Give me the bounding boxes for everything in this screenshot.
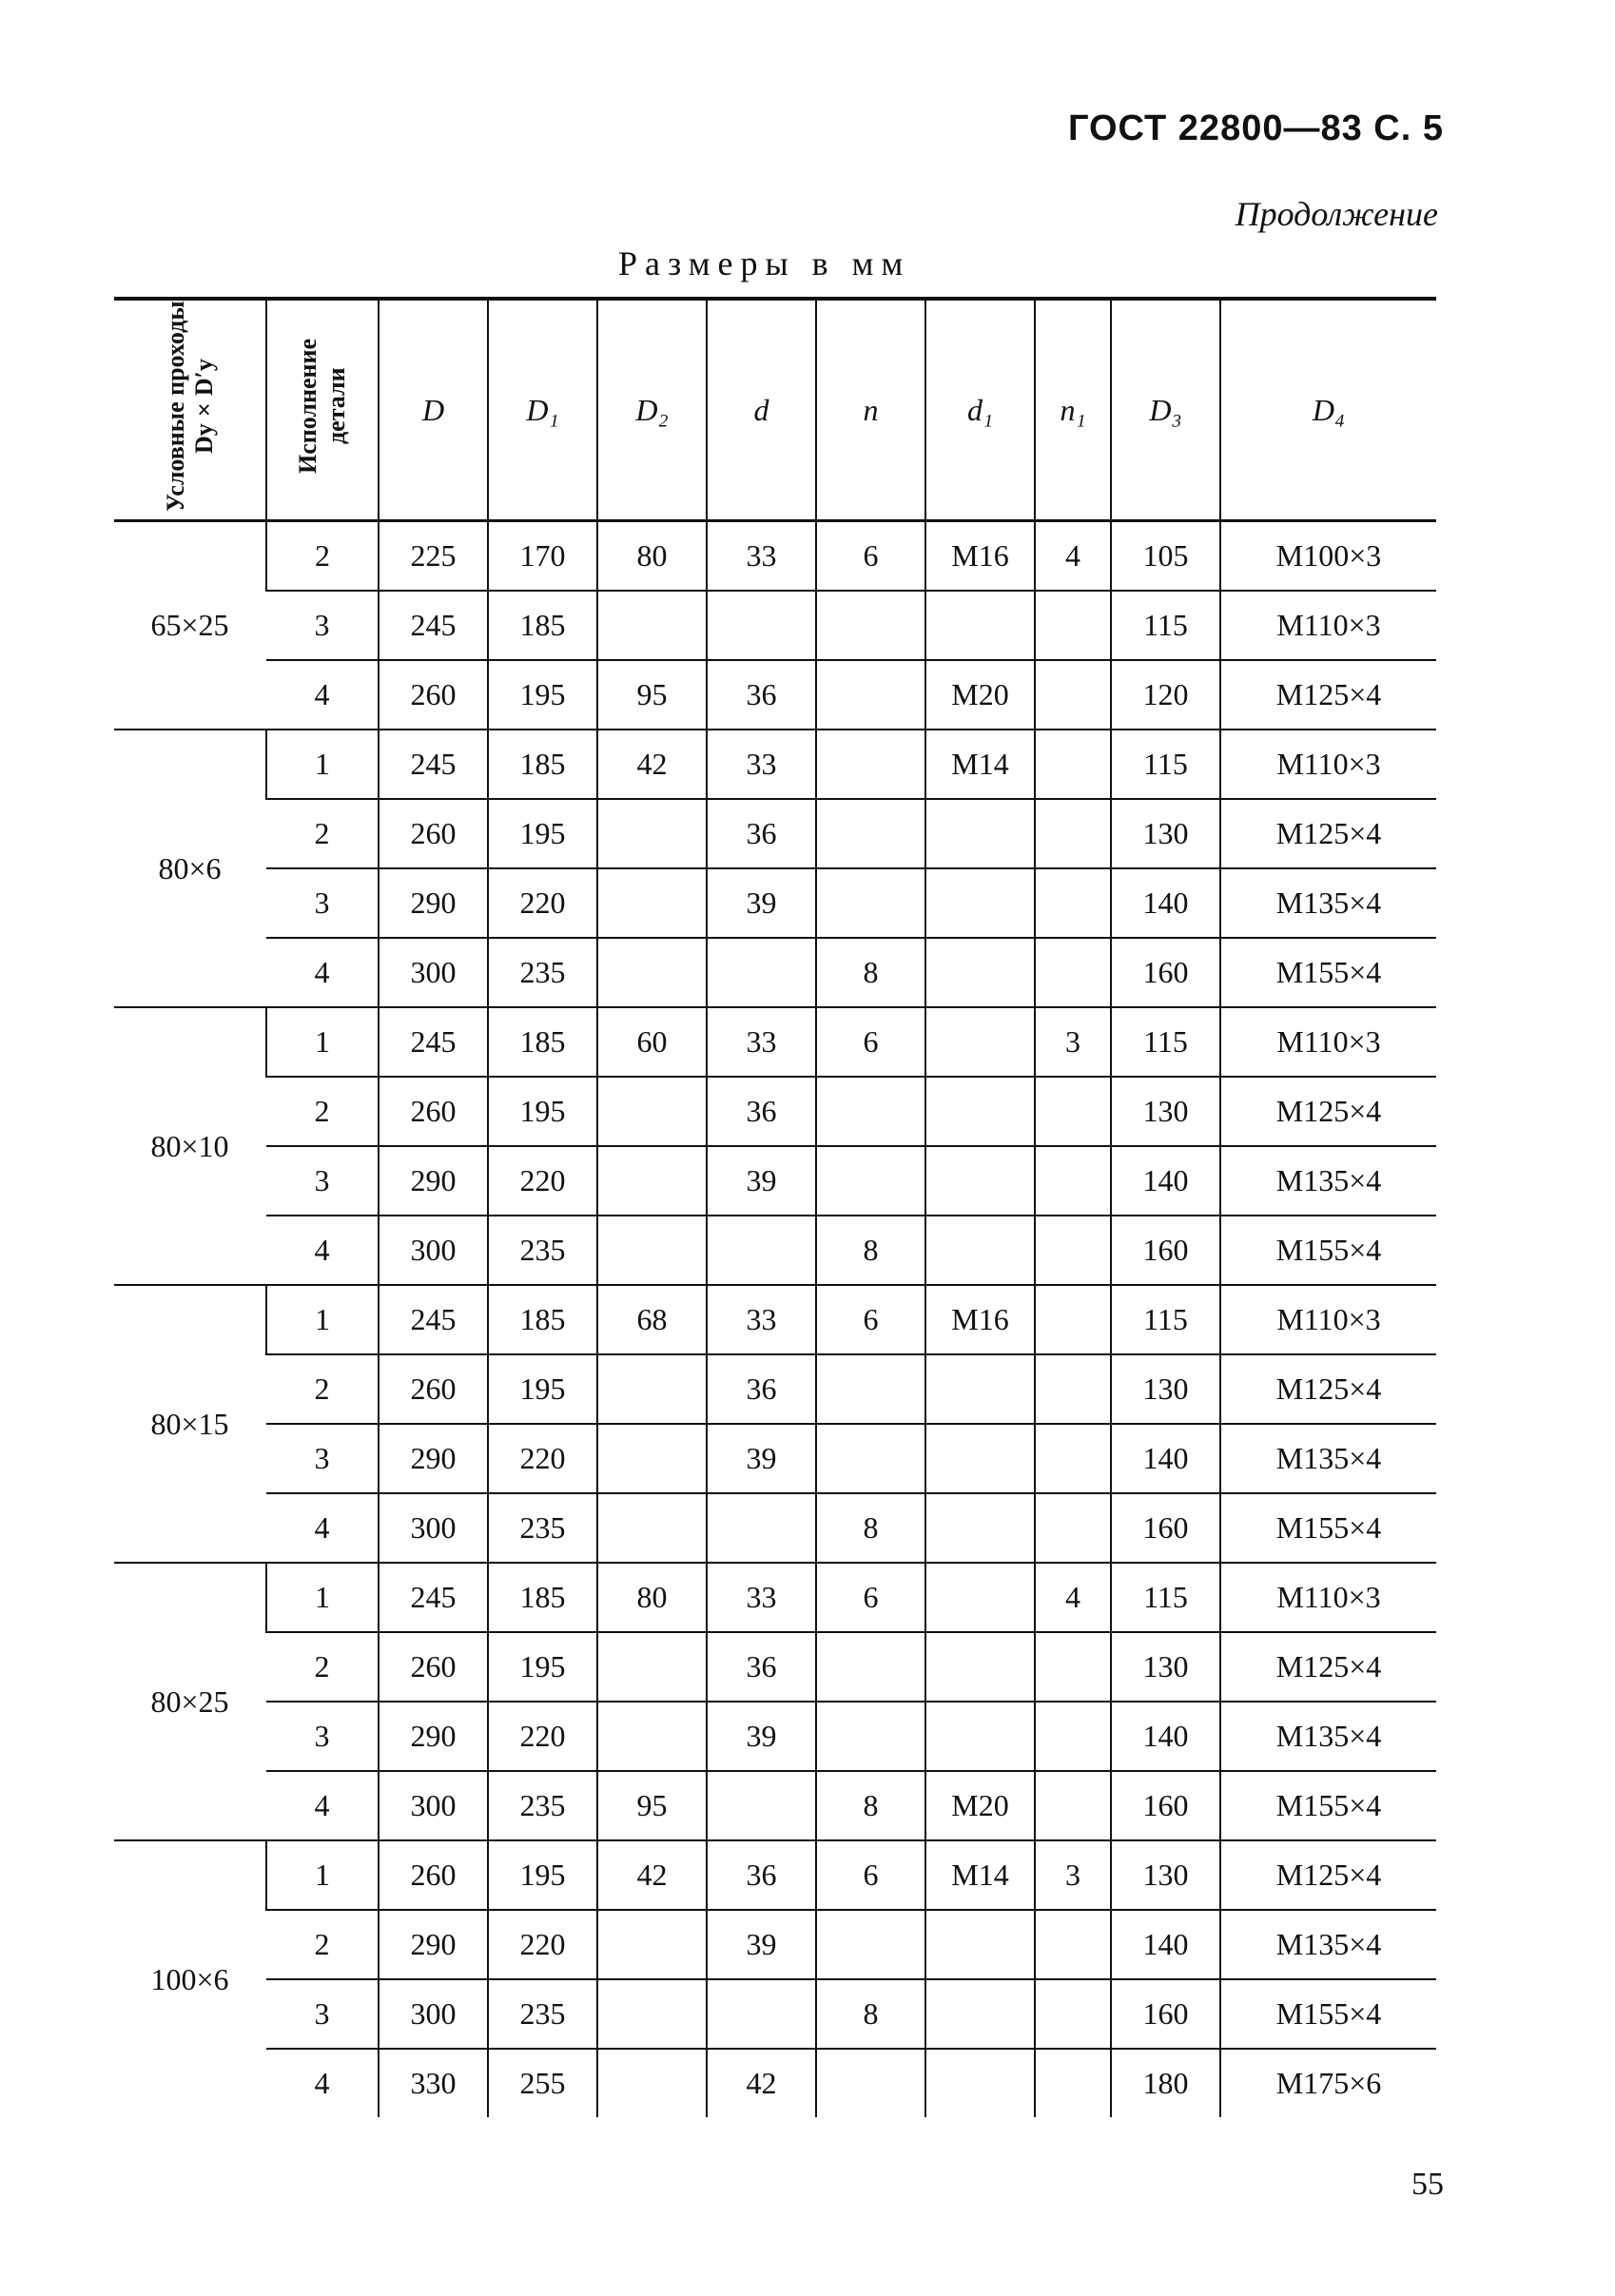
cell-D: 300 [379, 1771, 488, 1840]
cell-n1 [1035, 660, 1111, 730]
cell-ex: 3 [266, 868, 379, 938]
cell-n1 [1035, 2049, 1111, 2117]
table-row [114, 1354, 1436, 1424]
cell-n1 [1035, 1493, 1111, 1563]
col-header-d: d [707, 299, 816, 521]
cell-ex: 4 [266, 1216, 379, 1285]
table-row [114, 1771, 1436, 1840]
nominal-passage-cell: 80×15 [114, 1285, 266, 1563]
cell-D4: M125×4 [1220, 799, 1436, 868]
nominal-passage-cell: 80×10 [114, 1007, 266, 1285]
cell-n [816, 1910, 925, 1979]
nominal-passage-cell: 65×25 [150, 608, 229, 642]
cell-D1: 235 [488, 1493, 597, 1563]
cell-D: 300 [379, 1979, 488, 2049]
cell-d: 33 [707, 521, 816, 592]
cell-d: 33 [707, 730, 816, 799]
cell-n [816, 868, 925, 938]
cell-D4: M110×3 [1220, 1007, 1436, 1077]
cell-D: 245 [379, 1007, 488, 1077]
table-body [114, 521, 1436, 2118]
cell-d: 39 [707, 1146, 816, 1216]
cell-D1: 220 [488, 1424, 597, 1493]
cell-D: 290 [379, 1702, 488, 1771]
cell-D2 [597, 868, 707, 938]
table-row [114, 1424, 1436, 1493]
cell-d1 [925, 938, 1035, 1007]
cell-d: 36 [707, 1077, 816, 1146]
cell-D3: 120 [1111, 660, 1220, 730]
cell-n1: 3 [1035, 1840, 1111, 1910]
cell-d1 [925, 2049, 1035, 2117]
cell-n1 [1035, 1354, 1111, 1424]
cell-D4: M110×3 [1220, 591, 1436, 660]
cell-D2: 42 [597, 1840, 707, 1910]
cell-d [707, 1979, 816, 2049]
table-row [114, 660, 1436, 730]
cell-d1 [925, 591, 1035, 660]
cell-D4: M100×3 [1220, 521, 1436, 592]
cell-n: 6 [816, 1840, 925, 1910]
cell-ex: 2 [266, 799, 379, 868]
cell-D2 [597, 591, 707, 660]
cell-D: 290 [379, 1146, 488, 1216]
cell-D: 300 [379, 1216, 488, 1285]
cell-n1 [1035, 1077, 1111, 1146]
col-header-D4: D₄ [1220, 299, 1436, 521]
cell-D: 260 [379, 1840, 488, 1910]
cell-D2: 68 [597, 1285, 707, 1354]
cell-D: 260 [379, 1077, 488, 1146]
cell-D2: 80 [597, 521, 707, 592]
col-header-nominal-passage: Условные проходы Dy×D′y [114, 299, 266, 521]
cell-n1 [1035, 868, 1111, 938]
table-row [114, 1146, 1436, 1216]
cell-D1: 185 [488, 1285, 597, 1354]
cell-D3: 140 [1111, 868, 1220, 938]
cell-D1: 220 [488, 1702, 597, 1771]
cell-n1 [1035, 1424, 1111, 1493]
cell-D: 245 [379, 730, 488, 799]
cell-D3: 115 [1111, 730, 1220, 799]
cell-ex: 2 [266, 1910, 379, 1979]
cell-D1: 235 [488, 938, 597, 1007]
cell-d [707, 1216, 816, 1285]
cell-D4: M155×4 [1220, 1771, 1436, 1840]
cell-d: 36 [707, 660, 816, 730]
cell-D3: 105 [1111, 521, 1220, 592]
cell-D3: 140 [1111, 1702, 1220, 1771]
cell-D: 260 [379, 1632, 488, 1702]
cell-D4: M125×4 [1220, 660, 1436, 730]
cell-D4: M110×3 [1220, 730, 1436, 799]
cell-D2: 95 [597, 660, 707, 730]
cell-n1 [1035, 799, 1111, 868]
cell-n1 [1035, 1910, 1111, 1979]
cell-d1 [925, 1910, 1035, 1979]
cell-d1 [925, 1146, 1035, 1216]
cell-n1 [1035, 1146, 1111, 1216]
cell-D3: 115 [1111, 591, 1220, 660]
cell-D4: M155×4 [1220, 938, 1436, 1007]
cell-D1: 220 [488, 1146, 597, 1216]
cell-D3: 160 [1111, 938, 1220, 1007]
cell-n: 6 [816, 1563, 925, 1632]
cell-D3: 160 [1111, 1216, 1220, 1285]
cell-ex: 2 [266, 521, 379, 592]
table-row [114, 1007, 1436, 1077]
cell-ex: 3 [266, 1424, 379, 1493]
cell-D3: 130 [1111, 1840, 1220, 1910]
table-row [114, 1702, 1436, 1771]
col-header-variant: Исполнение детали [266, 299, 379, 521]
table-row [114, 1216, 1436, 1285]
cell-d1: M16 [925, 1285, 1035, 1354]
table-row [114, 799, 1436, 868]
cell-d1: M20 [925, 660, 1035, 730]
cell-D1: 195 [488, 660, 597, 730]
cell-D2: 80 [597, 1563, 707, 1632]
cell-D2: 60 [597, 1007, 707, 1077]
cell-D4: M135×4 [1220, 868, 1436, 938]
table-row [114, 868, 1436, 938]
cell-D2: 95 [597, 1771, 707, 1840]
cell-D3: 130 [1111, 799, 1220, 868]
cell-n [816, 591, 925, 660]
nominal-passage-cell: 80×25 [114, 1563, 266, 1840]
cell-d: 42 [707, 2049, 816, 2117]
cell-D2 [597, 1354, 707, 1424]
cell-D3: 140 [1111, 1424, 1220, 1493]
cell-D3: 140 [1111, 1146, 1220, 1216]
cell-n: 6 [816, 521, 925, 592]
cell-D: 225 [379, 521, 488, 592]
cell-D2 [597, 1910, 707, 1979]
col-header-D3: D₃ [1111, 299, 1220, 521]
cell-D1: 235 [488, 1979, 597, 2049]
cell-ex: 4 [266, 1493, 379, 1563]
cell-n [816, 1077, 925, 1146]
cell-d1: M14 [925, 1840, 1035, 1910]
cell-D4: M135×4 [1220, 1910, 1436, 1979]
cell-n [816, 1702, 925, 1771]
cell-D4: M125×4 [1220, 1077, 1436, 1146]
table-row [114, 1285, 1436, 1354]
cell-n [816, 1632, 925, 1702]
cell-D4: M135×4 [1220, 1702, 1436, 1771]
cell-D: 290 [379, 1424, 488, 1493]
cell-n1 [1035, 1285, 1111, 1354]
cell-D1: 195 [488, 1077, 597, 1146]
cell-D2: 42 [597, 730, 707, 799]
cell-d1 [925, 1563, 1035, 1632]
cell-D3: 160 [1111, 1771, 1220, 1840]
cell-D: 260 [379, 799, 488, 868]
cell-d1 [925, 799, 1035, 868]
cell-D1: 185 [488, 1007, 597, 1077]
cell-d: 39 [707, 1910, 816, 1979]
cell-D: 245 [379, 1285, 488, 1354]
cell-D3: 160 [1111, 1493, 1220, 1563]
cell-d1 [925, 1354, 1035, 1424]
cell-n [816, 660, 925, 730]
cell-D1: 195 [488, 1354, 597, 1424]
cell-ex: 3 [266, 1702, 379, 1771]
cell-n: 8 [816, 1771, 925, 1840]
cell-d: 33 [707, 1007, 816, 1077]
cell-d1 [925, 1216, 1035, 1285]
table-row [114, 730, 1436, 799]
cell-D3: 130 [1111, 1632, 1220, 1702]
cell-ex: 1 [266, 1007, 379, 1077]
cell-D: 260 [379, 660, 488, 730]
cell-D4: M135×4 [1220, 1424, 1436, 1493]
cell-D1: 185 [488, 591, 597, 660]
table-row [114, 1563, 1436, 1632]
cell-D: 290 [379, 868, 488, 938]
cell-d1 [925, 1493, 1035, 1563]
cell-d: 39 [707, 1424, 816, 1493]
cell-n: 8 [816, 938, 925, 1007]
table-row [114, 1979, 1436, 2049]
cell-D: 245 [379, 591, 488, 660]
cell-n [816, 1424, 925, 1493]
table-row [114, 1910, 1436, 1979]
cell-D2 [597, 1146, 707, 1216]
cell-d1 [925, 1424, 1035, 1493]
cell-d1 [925, 1632, 1035, 1702]
table-row [114, 1632, 1436, 1702]
cell-D4: M110×3 [1220, 1285, 1436, 1354]
units-caption: Размеры в мм [618, 244, 911, 282]
cell-ex: 1 [266, 1563, 379, 1632]
page-number: 55 [1411, 2167, 1444, 2202]
cell-d: 36 [707, 1354, 816, 1424]
cell-D2 [597, 1702, 707, 1771]
cell-D: 330 [379, 2049, 488, 2117]
cell-D1: 235 [488, 1216, 597, 1285]
cell-d [707, 1771, 816, 1840]
table-row [114, 1493, 1436, 1563]
cell-n [816, 1354, 925, 1424]
table-header-row [114, 299, 1436, 521]
cell-ex: 4 [266, 2049, 379, 2117]
table-row [114, 521, 1436, 592]
cell-D1: 185 [488, 730, 597, 799]
table-row [114, 2049, 1436, 2117]
col-header-D2: D₂ [597, 299, 707, 521]
cell-ex: 3 [266, 1979, 379, 2049]
cell-n: 8 [816, 1216, 925, 1285]
cell-d: 39 [707, 868, 816, 938]
cell-ex: 2 [266, 1077, 379, 1146]
cell-n: 8 [816, 1493, 925, 1563]
cell-D4: M135×4 [1220, 1146, 1436, 1216]
cell-n1 [1035, 1979, 1111, 2049]
col-header-D: D [379, 299, 488, 521]
cell-D2 [597, 799, 707, 868]
cell-D4: M110×3 [1220, 1563, 1436, 1632]
cell-ex: 3 [266, 591, 379, 660]
cell-D2 [597, 1493, 707, 1563]
cell-d [707, 591, 816, 660]
cell-d: 36 [707, 1632, 816, 1702]
cell-D2 [597, 1077, 707, 1146]
cell-d1 [925, 1077, 1035, 1146]
cell-D1: 185 [488, 1563, 597, 1632]
dimensions-table [114, 297, 1436, 2117]
cell-D3: 130 [1111, 1354, 1220, 1424]
cell-ex: 1 [266, 1285, 379, 1354]
cell-n1: 3 [1035, 1007, 1111, 1077]
cell-n1 [1035, 1771, 1111, 1840]
cell-D1: 195 [488, 799, 597, 868]
col-header-n: n [816, 299, 925, 521]
cell-D2 [597, 1424, 707, 1493]
cell-D: 290 [379, 1910, 488, 1979]
cell-ex: 2 [266, 1632, 379, 1702]
cell-D4: M125×4 [1220, 1840, 1436, 1910]
continuation-label: Продолжение [1235, 195, 1438, 233]
nominal-passage-cell: 80×6 [114, 730, 266, 1007]
cell-D4: M155×4 [1220, 1216, 1436, 1285]
cell-n1 [1035, 938, 1111, 1007]
cell-ex: 4 [266, 660, 379, 730]
cell-n [816, 730, 925, 799]
cell-d: 36 [707, 799, 816, 868]
cell-d1: M16 [925, 521, 1035, 592]
cell-n1 [1035, 1702, 1111, 1771]
cell-n: 6 [816, 1285, 925, 1354]
cell-n1 [1035, 1632, 1111, 1702]
cell-d: 39 [707, 1702, 816, 1771]
cell-D: 300 [379, 1493, 488, 1563]
cell-D4: M155×4 [1220, 1979, 1436, 2049]
cell-D3: 140 [1111, 1910, 1220, 1979]
cell-D3: 115 [1111, 1285, 1220, 1354]
cell-D1: 220 [488, 868, 597, 938]
col-header-n1: n₁ [1035, 299, 1111, 521]
cell-D3: 115 [1111, 1007, 1220, 1077]
cell-d: 36 [707, 1840, 816, 1910]
cell-d1 [925, 1702, 1035, 1771]
cell-D2 [597, 1632, 707, 1702]
table-row [114, 1840, 1436, 1910]
cell-n1 [1035, 591, 1111, 660]
cell-ex: 1 [266, 730, 379, 799]
cell-d1: M20 [925, 1771, 1035, 1840]
cell-d1 [925, 1979, 1035, 2049]
cell-D3: 180 [1111, 2049, 1220, 2117]
cell-D2 [597, 1979, 707, 2049]
cell-D2 [597, 2049, 707, 2117]
cell-D2 [597, 938, 707, 1007]
col-header-D1: D₁ [488, 299, 597, 521]
cell-D4: M175×6 [1220, 2049, 1436, 2117]
cell-D1: 195 [488, 1840, 597, 1910]
cell-D1: 255 [488, 2049, 597, 2117]
cell-d [707, 1493, 816, 1563]
cell-d1 [925, 868, 1035, 938]
cell-D1: 220 [488, 1910, 597, 1979]
cell-ex: 2 [266, 1354, 379, 1424]
cell-n [816, 1146, 925, 1216]
cell-n: 6 [816, 1007, 925, 1077]
table-row [114, 938, 1436, 1007]
cell-ex: 3 [266, 1146, 379, 1216]
cell-D4: M125×4 [1220, 1632, 1436, 1702]
col-header-d1: d₁ [925, 299, 1035, 521]
cell-n1 [1035, 730, 1111, 799]
cell-D3: 160 [1111, 1979, 1220, 2049]
cell-d: 33 [707, 1285, 816, 1354]
cell-d [707, 938, 816, 1007]
cell-ex: 4 [266, 938, 379, 1007]
cell-n1: 4 [1035, 1563, 1111, 1632]
cell-n: 8 [816, 1979, 925, 2049]
cell-n [816, 799, 925, 868]
cell-D1: 170 [488, 521, 597, 592]
cell-D2 [597, 1216, 707, 1285]
cell-d1: M14 [925, 730, 1035, 799]
cell-D4: M125×4 [1220, 1354, 1436, 1424]
cell-n1: 4 [1035, 521, 1111, 592]
cell-D3: 130 [1111, 1077, 1220, 1146]
table-row [114, 591, 1436, 660]
cell-d1 [925, 1007, 1035, 1077]
cell-ex: 4 [266, 1771, 379, 1840]
nominal-passage-cell: 100×6 [114, 1840, 266, 2117]
cell-D1: 195 [488, 1632, 597, 1702]
cell-n [816, 2049, 925, 2117]
cell-D: 260 [379, 1354, 488, 1424]
cell-D1: 235 [488, 1771, 597, 1840]
cell-n1 [1035, 1216, 1111, 1285]
cell-d: 33 [707, 1563, 816, 1632]
cell-ex: 1 [266, 1840, 379, 1910]
cell-D3: 115 [1111, 1563, 1220, 1632]
cell-D4: M155×4 [1220, 1493, 1436, 1563]
cell-D: 300 [379, 938, 488, 1007]
page-header: ГОСТ 22800—83 С. 5 [1067, 108, 1444, 148]
table-row [114, 1077, 1436, 1146]
cell-D: 245 [379, 1563, 488, 1632]
